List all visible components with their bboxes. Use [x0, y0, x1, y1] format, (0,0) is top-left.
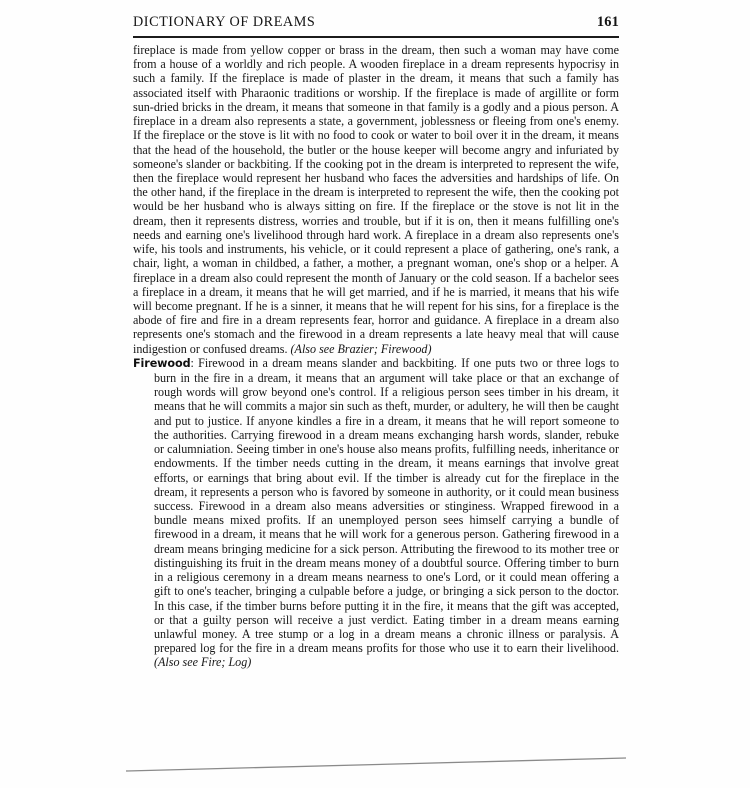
running-title: DICTIONARY OF DREAMS: [133, 14, 316, 30]
firewood-body-text: : Firewood in a dream means slander and backbiting. If one puts two or three logs to burn in the fire in a dream, it means that an argument will take place or that an exchange of rough words will grow beyond one's control. If a religious person sees timber in his dream, it means that he will commits a major sin such as theft, murder, or adultery, he will then be caught and put to justice. If anyone kindles a fire in a dream, it means that he will report someone to the authorities. Carrying firewood in a dream means exchanging harsh words, slander, rebuke or calumniation. Seeing timber in one's house also means profits, fulfilling needs, inheritance or endowments. If the timber needs cutting in the dream, it means earnings that involve great efforts, or earnings that bring about evil. If the timber is already cut for the fireplace in the dream, it represents a person who is favored by someone in authority, or it could mean business success. Firewood in a dream also means adversities or stinginess. Wrapped firewood in a bundle means mixed profits. If an unemployed person sees himself carrying a bundle of firewood in a dream, it means that he will work for a generous person. Gathering firewood in a dream means bringing medicine for a sick person. Attributing the firewood to its mother tree or distinguishing its fruit in the dream means money of a doubtful source. Offering timber to burn in a religious ceremony in a dream means nearness to one's Lord, or it could mean offering a gift to one's teacher, bringing a culpable before a judge, or bringing a sick person to the doctor. In this case, if the timber burns before putting it in the fire, it means that the gift was accepted, or that a guilty person will receive a just verdict. Eating timber in a dream means earning unlawful money. A tree stump or a log in a dream means a chronic illness or paralysis. A prepared log for the fire in a dream means profits for those who use it to earn their livelihood.: [154, 355, 619, 656]
header-rule: [133, 36, 619, 38]
firewood-cross-reference: (Also see Fire; Log): [154, 655, 252, 670]
fireplace-cross-reference: (Also see Brazier; Firewood): [290, 341, 432, 356]
paragraph-firewood-entry: [133, 356, 619, 670]
text-column: [133, 43, 619, 670]
entry-term-firewood: Firewood: [133, 356, 191, 370]
footer-rule: [120, 752, 632, 776]
fireplace-body-text: fireplace is made from yellow copper or brass in the dream, then such a woman may have come from a house of a worldly and rich people. A wooden fireplace in a dream represents hypocrisy in such a family. If the fireplace is made of plaster in the dream, it means that such a family has associated itself with Pharaonic traditions or worship. If the fireplace is made of argillite or form sun-dried bricks in the dream, it means that someone in that family is a godly and a pious person. A fireplace in a dream also represents a state, a government, joblessness or fleeing from one's enemy. If the fireplace or the stove is lit with no food to cook or water to boil over it in the dream, it means that the head of the household, the butler or the house keeper will become angry and infuriated by someone's slander or backbiting. If the cooking pot in the dream is interpreted to represent the wife, then the fireplace would represent her husband who faces the adversities and hardships of life. On the other hand, if the fireplace in the dream is interpreted to represent the wife, then the cooking pot would be her husband who is always sitting on fire. If the fireplace or the stove is not lit in the dream, then it represents distress, worries and trouble, but if it is on, then it means fulfilling one's needs and earning one's livelihood through hard work. A fireplace in a dream also represents one's wife, his tools and instruments, his vehicle, or it could represent a place of gathering, one's rank, a chair, light, a woman in childbed, a father, a mother, a pregnant woman, one's shop or a helper. A fireplace in a dream also could represent the month of January or the cold season. If a bachelor sees a fireplace in a dream, it means that he will get married, and if he is married, it means that his wife will become pregnant. If he is a sinner, it means that he will repent for his sins, for a fireplace is the abode of fire and fire in a dream represents fear, horror and guidance. A fireplace in a dream also represents one's stomach and the firewood in a dream represents a late heavy meal that will cause indigestion or confused dreams.: [133, 43, 619, 356]
paragraph-fireplace: [133, 43, 619, 356]
running-head: [133, 14, 619, 34]
page-number: 161: [596, 14, 619, 30]
